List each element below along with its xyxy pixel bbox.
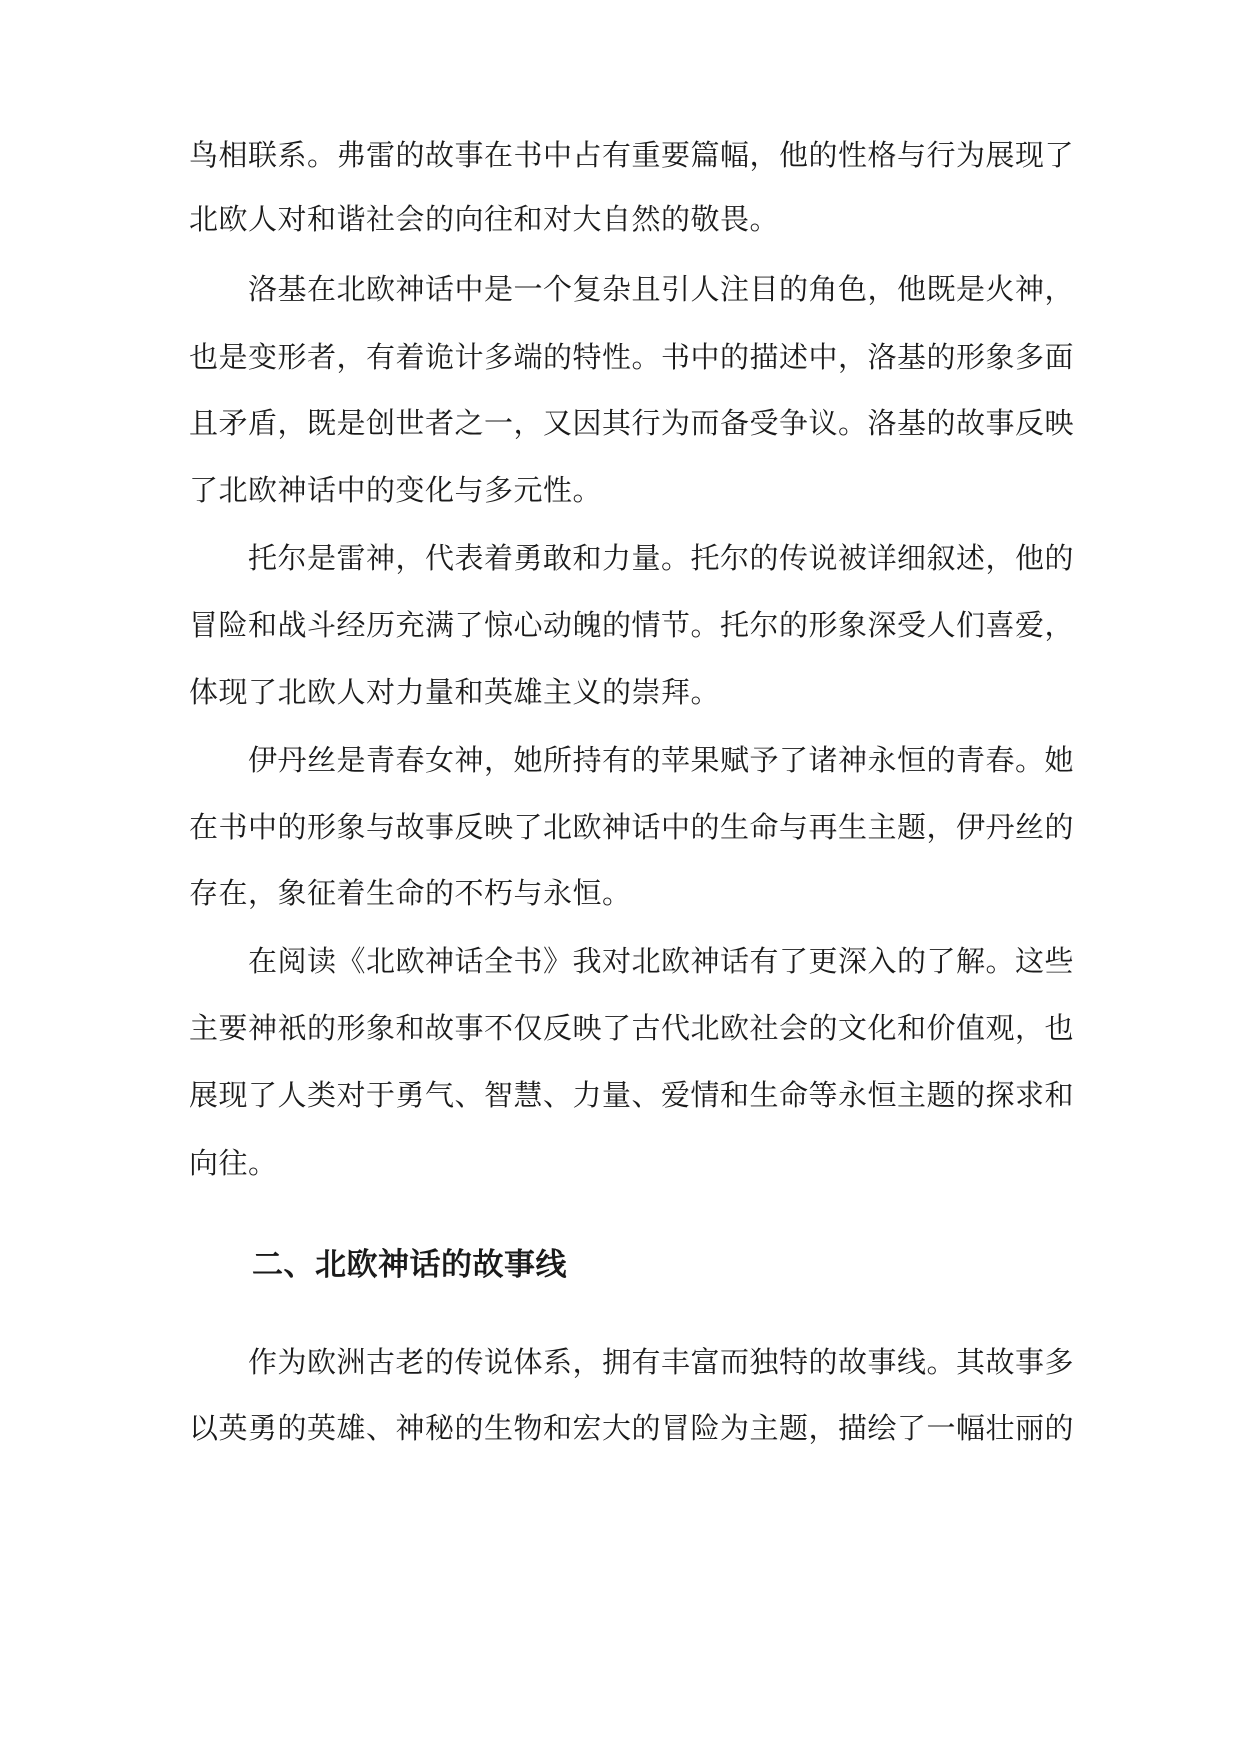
paragraph-line: 鸟相联系。弗雷的故事在书中占有重要篇幅，他的性格与行为展现了	[189, 138, 1075, 172]
paragraph-line: 北欧人对和谐社会的向往和对大自然的敬畏。	[189, 202, 780, 236]
paragraph-line: 体现了北欧人对力量和英雄主义的崇拜。	[189, 675, 721, 709]
paragraph-line: 也是变形者，有着诡计多端的特性。书中的描述中，洛基的形象多面	[189, 340, 1075, 374]
paragraph-line: 展现了人类对于勇气、智慧、力量、爱情和生命等永恒主题的探求和	[189, 1078, 1075, 1112]
section-heading: 二、北欧神话的故事线	[252, 1247, 567, 1283]
paragraph-line: 托尔是雷神，代表着勇敢和力量。托尔的传说被详细叙述，他的	[248, 541, 1075, 575]
paragraph-line: 且矛盾，既是创世者之一，又因其行为而备受争议。洛基的故事反映	[189, 406, 1075, 440]
paragraph-line: 冒险和战斗经历充满了惊心动魄的情节。托尔的形象深受人们喜爱，	[189, 608, 1075, 642]
paragraph-line: 了北欧神话中的变化与多元性。	[189, 473, 603, 507]
paragraph-line: 伊丹丝是青春女神，她所持有的苹果赋予了诸神永恒的青春。她	[248, 743, 1075, 777]
paragraph-line: 向往。	[189, 1146, 278, 1180]
paragraph-line: 在书中的形象与故事反映了北欧神话中的生命与再生主题，伊丹丝的	[189, 810, 1075, 844]
paragraph-line: 在阅读《北欧神话全书》我对北欧神话有了更深入的了解。这些	[248, 944, 1075, 978]
paragraph-line: 主要神祇的形象和故事不仅反映了古代北欧社会的文化和价值观，也	[189, 1011, 1075, 1045]
paragraph-line: 存在，象征着生命的不朽与永恒。	[189, 876, 632, 910]
paragraph-line: 作为欧洲古老的传说体系，拥有丰富而独特的故事线。其故事多	[248, 1345, 1075, 1379]
paragraph-line: 以英勇的英雄、神秘的生物和宏大的冒险为主题，描绘了一幅壮丽的	[189, 1411, 1075, 1445]
paragraph-line: 洛基在北欧神话中是一个复杂且引人注目的角色，他既是火神，	[248, 272, 1075, 306]
